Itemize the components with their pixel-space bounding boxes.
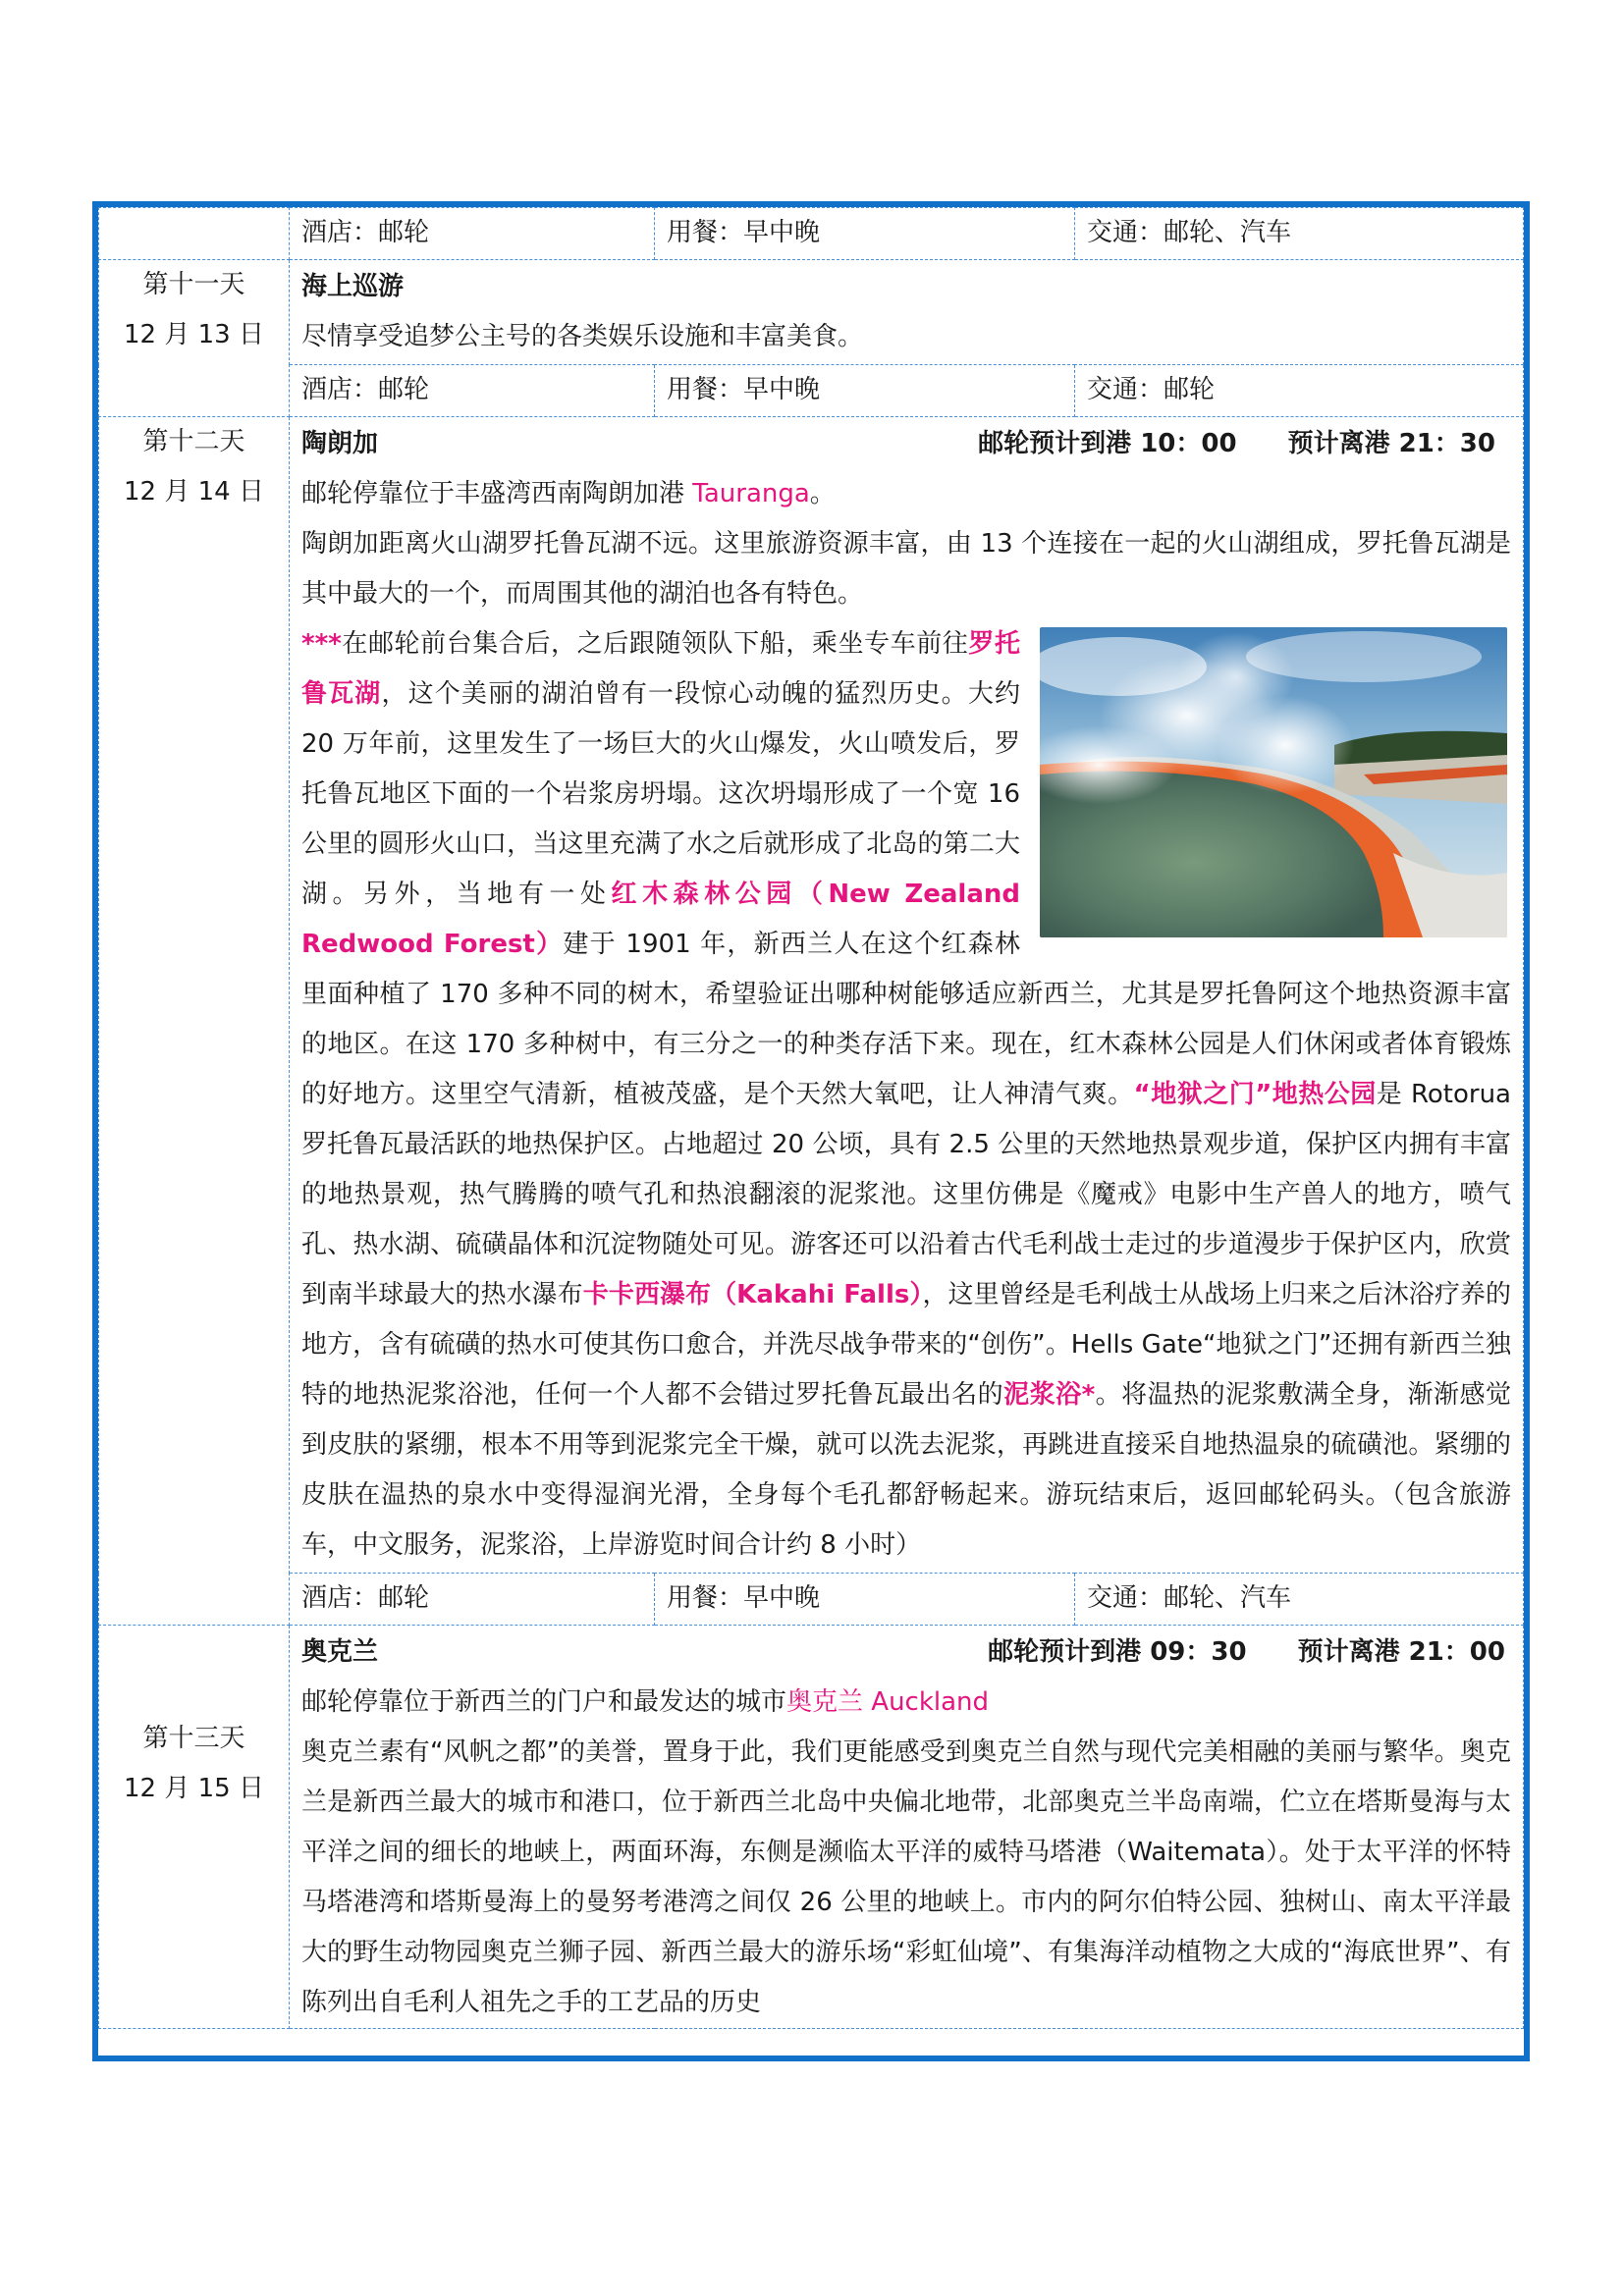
day-row-11 <box>99 260 1524 365</box>
port-name-link: 奥克兰 Auckland <box>786 1687 990 1717</box>
day-content <box>290 1626 1524 2029</box>
highlight-hells-gate: “地狱之门”地热公园 <box>1133 1080 1377 1109</box>
intro-paragraph <box>301 469 1511 519</box>
itinerary-frame <box>92 201 1530 2061</box>
text-segment: 。将温热的泥浆敷满全身，渐渐感觉到皮肤的紧绷，根本不用等到泥浆完全干燥，就可以洗去泥浆，再跳进直接采自地热温泉的硫磺池。紧绷的皮肤在温热的泉水中变得湿润光滑，全身每个毛孔都舒畅起来。游玩结束后，返回邮轮码头。（包含旅游车，中文服务，泥浆浴，上岸游览时间合计约 8 小时） <box>301 1380 1511 1560</box>
text-segment: ，这个美丽的湖泊曾有一段惊心动魄的猛烈历史。大约 20 万年前，这里发生了一场巨大的火山爆发，火山喷发后，罗托鲁瓦地区下面的一个岩浆房坍塌。这次坍塌形成了一个宽 16 公里的圆形火山口，当这里充满了水之后就形成了北岛的第二大湖。另外，当地有一处 <box>301 679 1020 909</box>
port-times: 邮轮预计到港 10：00 预计离港 21：30 <box>978 429 1495 458</box>
stars-mark: *** <box>301 629 342 659</box>
port-times: 邮轮预计到港 09：30 预计离港 21：00 <box>988 1637 1505 1667</box>
itinerary-table <box>98 207 1524 2029</box>
intro-paragraph <box>301 1678 1511 1728</box>
day-description: 尽情享受追梦公主号的各类娱乐设施和丰富美食。 <box>301 322 864 351</box>
intro-text: 邮轮停靠位于新西兰的门户和最发达的城市 <box>301 1687 787 1717</box>
day-label-cell <box>99 417 290 1626</box>
overview-paragraph: 奥克兰素有“风帆之都”的美誉，置身于此，我们更能感受到奥克兰自然与现代完美相融的美丽与繁华。奥克兰是新西兰最大的城市和港口，位于新西兰北岛中央偏北地带，北部奥克兰半岛南端，伫立在塔斯曼海与太平洋之间的细长的地峡上，两面环海，东侧是濒临太平洋的威特马塔港（Waitemata）。处于太平洋的怀特马塔港湾和塔斯曼海上的曼努考港湾之间仅 26 公里的地峡上。市内的阿尔伯特公园、独树山、南太平洋最大的野生动物园奥克兰狮子园、新西兰最大的游乐场“彩虹仙境”、有集海洋动植物之大成的“海底世界”、有陈列出自毛利人祖先之手的工艺品的历史 <box>301 1737 1511 2017</box>
detail-paragraph <box>301 619 1511 1571</box>
text-segment: 是 Rotorua 罗托鲁瓦最活跃的地热保护区。占地超过 20 公顷，具有 2.5 公里的天然地热景观步道，保护区内拥有丰富的地热景观，热气腾腾的喷气孔和热浪翻滚的泥浆池。这里仿佛是《魔戒》电影中生产兽人的地方，喷气孔、热水湖、硫磺晶体和沉淀物随处可见。游客还可以沿着古代毛利战士走过的步道漫步于保护区内，欣赏到南半球最大的热水瀑布 <box>301 1080 1511 1309</box>
day-cell-empty <box>99 208 290 260</box>
day-header <box>301 419 1511 469</box>
day-number: 第十二天 <box>142 427 245 456</box>
meta-row-day11 <box>99 365 1524 417</box>
meta-row-day12 <box>99 1574 1524 1626</box>
hotel-info: 酒店：邮轮 <box>290 208 655 260</box>
day-date: 12 月 15 日 <box>124 1774 264 1803</box>
day-title: 海上巡游 <box>301 272 405 301</box>
intro-text: 邮轮停靠位于丰盛湾西南陶朗加港 <box>301 479 693 508</box>
port-name-link: Tauranga <box>692 479 810 508</box>
meals-info: 用餐：早中晚 <box>655 365 1075 417</box>
highlight-mud-bath: 泥浆浴* <box>1003 1380 1096 1410</box>
hotel-info: 酒店：邮轮 <box>290 1574 655 1626</box>
day-row-12 <box>99 417 1524 1574</box>
day-header <box>301 1628 1511 1678</box>
day-title: 奥克兰 <box>301 1637 379 1667</box>
meals-info: 用餐：早中晚 <box>655 208 1075 260</box>
text-segment: 在邮轮前台集合后，之后跟随领队下船，乘坐专车前往 <box>341 629 969 659</box>
meals-info: 用餐：早中晚 <box>655 1574 1075 1626</box>
day-date: 12 月 13 日 <box>124 320 264 349</box>
day-date: 12 月 14 日 <box>124 477 264 507</box>
transport-info: 交通：邮轮、汽车 <box>1075 208 1524 260</box>
text-segment: 建于 1901 年，新西兰人在这个红森林里面种植了 170 多种不同的树木，希望验证出哪种树能够适应新西兰，尤其是罗托鲁阿这个地热资源丰富的地区。在这 170 多种树中，有三分之一的种类存活下来。现在，红木森林公园是人们休闲或者体育锻炼的好地方。这里空气清新，植被茂盛，是个天然大氧吧，让人神清气爽。 <box>301 930 1511 1109</box>
geothermal-pool-image <box>1040 627 1507 937</box>
day-title: 陶朗加 <box>301 429 379 458</box>
intro-end: 。 <box>809 479 836 508</box>
day-number: 第十三天 <box>142 1724 245 1753</box>
day-label-cell <box>99 1626 290 2029</box>
day-row-13 <box>99 1626 1524 2029</box>
day-content <box>290 260 1524 365</box>
overview-paragraph: 陶朗加距离火山湖罗托鲁瓦湖不远。这里旅游资源丰富，由 13 个连接在一起的火山湖组成，罗托鲁瓦湖是其中最大的一个，而周围其他的湖泊也各有特色。 <box>301 529 1511 609</box>
highlight-redwood: 红木森林公园（New Zealand Redwood Forest） <box>301 880 1020 959</box>
day-number: 第十一天 <box>142 270 245 299</box>
transport-info: 交通：邮轮 <box>1075 365 1524 417</box>
highlight-kakahi-falls: 卡卡西瀑布（Kakahi Falls） <box>582 1280 923 1309</box>
day-content <box>290 417 1524 1574</box>
hotel-info: 酒店：邮轮 <box>290 365 655 417</box>
text-segment: ，这里曾经是毛利战士从战场上归来之后沐浴疗养的地方，含有硫磺的热水可使其伤口愈合，并洗尽战争带来的“创伤”。Hells Gate“地狱之门”还拥有新西兰独特的地热泥浆浴池，任何一个人都不会错过罗托鲁瓦最出名的 <box>301 1280 1511 1410</box>
highlight-lake: 罗托鲁瓦湖 <box>301 629 1020 709</box>
meta-row-day10 <box>99 208 1524 260</box>
hot-spring-photo <box>1040 627 1507 937</box>
day-label-cell <box>99 260 290 417</box>
transport-info: 交通：邮轮、汽车 <box>1075 1574 1524 1626</box>
